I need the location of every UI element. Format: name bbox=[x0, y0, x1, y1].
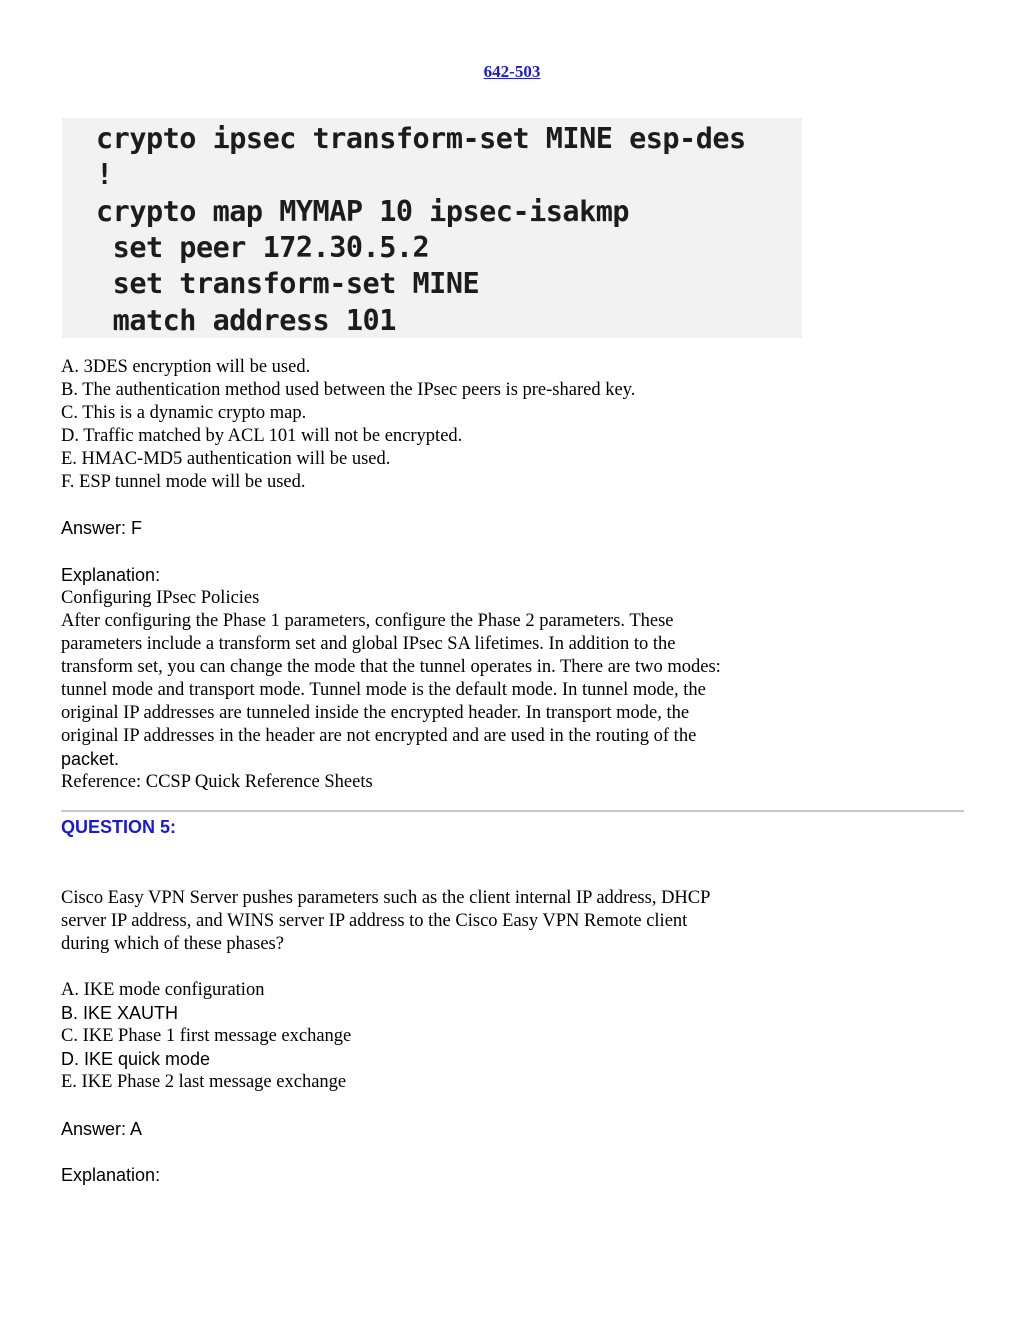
explanation-line: original IP addresses in the header are not encrypted and are used in the routing of the bbox=[61, 726, 697, 746]
q5-answer: Answer: A bbox=[61, 1119, 143, 1139]
option-e: E. HMAC-MD5 authentication will be used. bbox=[61, 449, 391, 469]
explanation-line: Configuring IPsec Policies bbox=[61, 588, 260, 608]
code-screenshot bbox=[62, 118, 802, 338]
q4-explanation-label: Explanation: bbox=[61, 565, 161, 585]
explanation-line: After configuring the Phase 1 parameters, configure the Phase 2 parameters. These bbox=[61, 611, 674, 631]
q5-question bbox=[61, 887, 710, 956]
q5-explanation-label: Explanation: bbox=[61, 1165, 161, 1185]
code-line: crypto map MYMAP 10 ipsec-isakmp bbox=[96, 195, 630, 228]
question-line: Cisco Easy VPN Server pushes parameters such as the client internal IP address, DHCP bbox=[61, 888, 711, 908]
header-link[interactable]: 642-503 bbox=[483, 62, 541, 81]
option-a: A. 3DES encryption will be used. bbox=[61, 357, 311, 377]
option-d: D. IKE quick mode bbox=[61, 1049, 211, 1069]
reference: Reference: CCSP Quick Reference Sheets bbox=[61, 772, 373, 792]
option-f: F. ESP tunnel mode will be used. bbox=[61, 472, 306, 492]
code-line: ! bbox=[96, 158, 113, 191]
explanation-line: parameters include a transform set and global IPsec SA lifetimes. In addition to the bbox=[61, 634, 676, 654]
option-c: C. This is a dynamic crypto map. bbox=[61, 403, 307, 423]
question-line: during which of these phases? bbox=[61, 934, 284, 954]
q4-options bbox=[61, 356, 635, 494]
question-line: server IP address, and WINS server IP address to the Cisco Easy VPN Remote client bbox=[61, 911, 688, 931]
code-line: set transform-set MINE bbox=[96, 267, 480, 300]
option-d: D. Traffic matched by ACL 101 will not be encrypted. bbox=[61, 426, 463, 446]
code-line: crypto ipsec transform-set MINE esp-des bbox=[96, 122, 746, 155]
code-line: set peer 172.30.5.2 bbox=[96, 231, 430, 264]
q4-answer: Answer: F bbox=[61, 518, 143, 538]
section-divider bbox=[61, 810, 964, 812]
option-b: B. IKE XAUTH bbox=[61, 1003, 179, 1023]
explanation-line: tunnel mode and transport mode. Tunnel mode is the default mode. In tunnel mode, the bbox=[61, 680, 706, 700]
option-b: B. The authentication method used between the IPsec peers is pre-shared key. bbox=[61, 380, 636, 400]
code-line: match address 101 bbox=[96, 304, 396, 337]
q5-options bbox=[61, 979, 351, 1094]
explanation-line: packet. bbox=[61, 749, 120, 769]
question-title: QUESTION 5: bbox=[61, 817, 177, 837]
explanation-line: transform set, you can change the mode that the tunnel operates in. There are two modes: bbox=[61, 657, 721, 677]
q4-explanation bbox=[61, 587, 721, 794]
option-a: A. IKE mode configuration bbox=[61, 980, 265, 1000]
option-c: C. IKE Phase 1 first message exchange bbox=[61, 1026, 352, 1046]
explanation-line: original IP addresses are tunneled inside the encrypted header. In transport mode, the bbox=[61, 703, 690, 723]
option-e: E. IKE Phase 2 last message exchange bbox=[61, 1072, 347, 1092]
